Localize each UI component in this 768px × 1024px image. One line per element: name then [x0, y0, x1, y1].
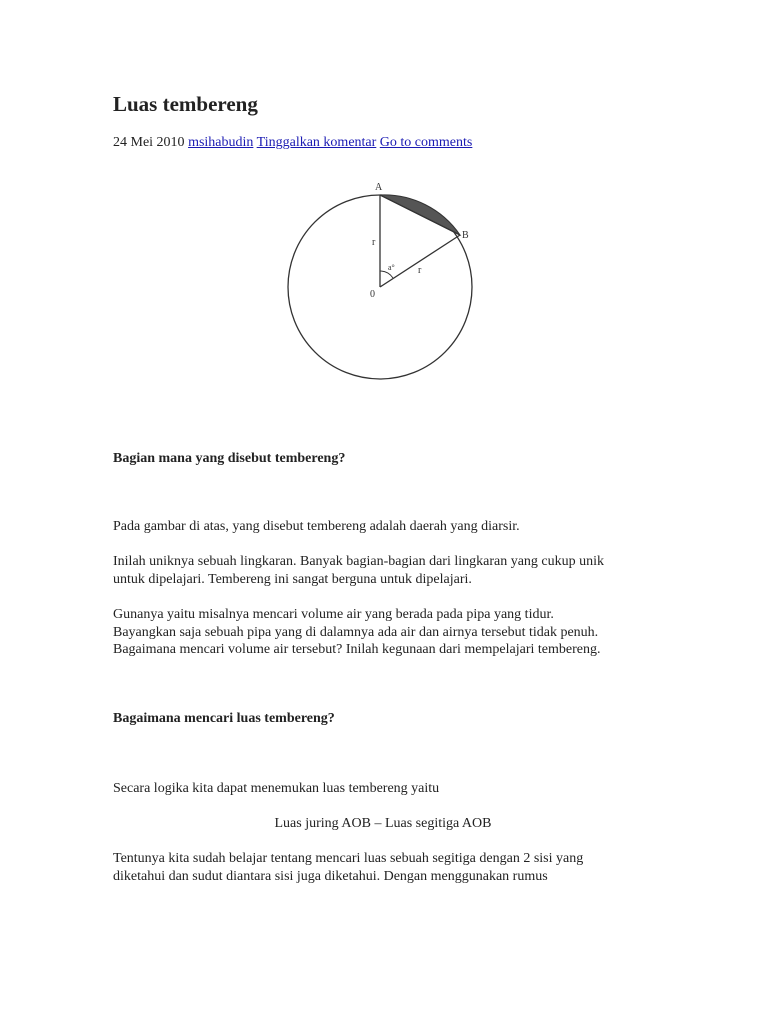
label-o: 0 [370, 289, 375, 300]
paragraph-line: diketahui dan sudut diantara sisi juga diketahui. Dengan menggunakan rumus [113, 868, 548, 884]
label-a: A [375, 182, 383, 193]
go-to-comments-link[interactable]: Go to comments [379, 135, 473, 150]
paragraph-line: Gunanya yaitu misalnya mencari volume air yang berada pada pipa yang tidur. [113, 607, 554, 622]
label-r-right: r [418, 265, 422, 276]
label-angle: a° [388, 263, 395, 272]
label-r-left: r [372, 237, 376, 248]
circle-segment-figure [262, 172, 532, 387]
label-b: B [462, 230, 469, 241]
section-2-heading: Bagaimana mencari luas tembereng? [113, 711, 335, 726]
paragraph-line: Bayangkan saja sebuah pipa yang di dalamnya ada air dan airnya tersebut tidak penuh. [113, 624, 599, 640]
section-1-paragraph-3 [113, 606, 653, 659]
paragraph-line: Bagaimana mencari volume air tersebut? Inilah kegunaan dari mempelajari tembereng. [113, 642, 601, 657]
angle-arc [380, 271, 393, 278]
paragraph-line: untuk dipelajari. Tembereng ini sangat berguna untuk dipelajari. [113, 571, 472, 587]
paragraph-line: Inilah uniknya sebuah lingkaran. Banyak bagian-bagian dari lingkaran yang cukup unik [113, 554, 605, 569]
section-1-paragraph-2 [113, 553, 653, 588]
radius-ob [380, 235, 460, 287]
leave-comment-link[interactable]: Tinggalkan komentar [256, 135, 377, 150]
paragraph-line: Tentunya kita sudah belajar tentang mencari luas sebuah segitiga dengan 2 sisi yang [113, 851, 584, 866]
section-1-heading: Bagian mana yang disebut tembereng? [113, 451, 346, 466]
post-date: 24 Mei 2010 [113, 135, 185, 150]
chord-ab [380, 195, 460, 235]
post-meta [113, 135, 472, 151]
circle-diagram [262, 172, 532, 387]
formula-line: Luas juring AOB – Luas segitiga AOB [274, 816, 492, 831]
section-1-paragraph-1: Pada gambar di atas, yang disebut tembereng adalah daerah yang diarsir. [113, 519, 520, 534]
page-title: Luas tembereng [113, 92, 258, 116]
author-link[interactable]: msihabudin [188, 135, 254, 150]
section-2-paragraph-2 [113, 850, 653, 885]
section-2-paragraph-1: Secara logika kita dapat menemukan luas tembereng yaitu [113, 781, 440, 796]
